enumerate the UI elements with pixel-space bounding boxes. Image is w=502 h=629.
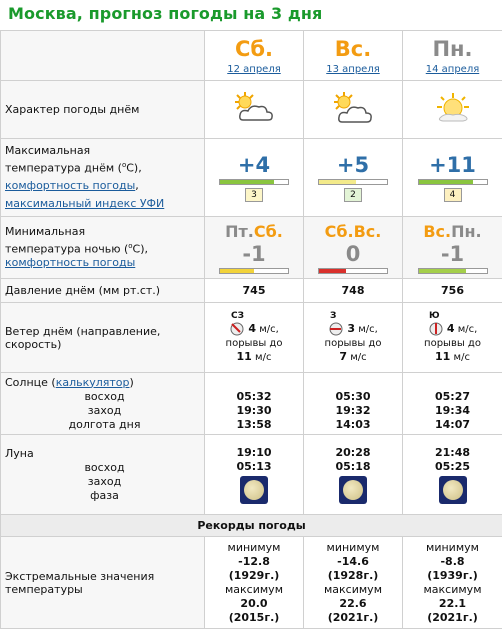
row-label: Давление днём (мм рт.ст.) <box>1 279 205 303</box>
row-label: Луна восход заход фаза <box>1 435 205 515</box>
day-date-link[interactable]: 13 апреля <box>326 64 379 75</box>
max-temp-cell <box>205 139 304 217</box>
wind-direction: СЗ <box>205 311 303 321</box>
comfort-bar <box>318 268 388 274</box>
min-temp-value: 0 <box>304 242 402 266</box>
day-name: Сб. <box>205 36 303 62</box>
pressure-value: 745 <box>205 279 304 303</box>
comfort-link[interactable]: комфортность погоды <box>5 179 135 192</box>
comfort-link[interactable]: комфортность погоды <box>5 256 135 269</box>
day-name: Пн. <box>403 36 502 62</box>
max-temp-value: +11 <box>403 153 502 177</box>
night-to: Пн. <box>451 222 482 241</box>
comfort-fill <box>419 180 473 184</box>
weather-cell <box>205 81 304 139</box>
wind-cell: СЗ 4 м/с, порывы до 11 м/с <box>205 303 304 373</box>
row-label: Экстремальные значения температуры <box>1 537 205 629</box>
min-temp-value: -1 <box>205 242 303 266</box>
sun-cloud-icon <box>231 90 277 126</box>
day-name: Вс. <box>304 36 402 62</box>
max-temp-cell <box>403 139 502 217</box>
comfort-fill <box>220 269 254 273</box>
pressure-value: 748 <box>304 279 403 303</box>
wind-arrow-icon <box>229 321 245 337</box>
night-to: Сб. <box>254 222 283 241</box>
wind-cell: Ю 4 м/с, порывы до 11 м/с <box>403 303 502 373</box>
page-title: Москва, прогноз погоды на 3 дня <box>8 4 322 23</box>
uvi-badge: 2 <box>344 188 362 202</box>
record-cell: минимум -14.6 (1928г.) максимум 22.6 (2021г.) <box>304 537 403 629</box>
day-date-link[interactable]: 14 апреля <box>426 64 479 75</box>
min-temp-cell <box>304 217 403 279</box>
sun-cell: 05:32 19:30 13:58 <box>205 373 304 435</box>
wind-cell: З 3 м/с, порывы до 7 м/с <box>304 303 403 373</box>
moon-cell: 21:48 05:25 <box>403 435 502 515</box>
night-from: Вс. <box>423 222 451 241</box>
full-moon-icon <box>240 476 268 504</box>
records-row <box>1 537 502 629</box>
night-from: Сб. <box>325 222 354 241</box>
records-header-row <box>1 515 502 537</box>
sun-cell: 05:30 19:32 14:03 <box>304 373 403 435</box>
pressure-value: 756 <box>403 279 502 303</box>
min-temp-cell <box>205 217 304 279</box>
wind-direction: З <box>304 311 402 321</box>
max-temp-value: +4 <box>205 153 303 177</box>
day-cell <box>304 31 403 81</box>
row-label: Ветер днём (направление, скорость) <box>1 303 205 373</box>
row-label: Характер погоды днём <box>1 81 205 139</box>
header <box>0 0 502 30</box>
comfort-bar <box>418 179 488 185</box>
row-label: Солнце (калькулятор) восход заход долгота дня <box>1 373 205 435</box>
comfort-fill <box>319 180 356 184</box>
day-cell <box>403 31 502 81</box>
row-label: Минимальная температура ночью ($^о$С), комфортность погоды <box>1 217 205 279</box>
wind-direction: Ю <box>403 311 502 321</box>
uvi-link[interactable]: максимальный индекс УФИ <box>5 197 164 210</box>
pressure-row <box>1 279 502 303</box>
comfort-bar <box>219 268 289 274</box>
comfort-bar <box>418 268 488 274</box>
comfort-fill <box>319 269 346 273</box>
record-cell: минимум -12.8 (1929г.) максимум 20.0 (2015г.) <box>205 537 304 629</box>
moon-cell: 19:10 05:13 <box>205 435 304 515</box>
full-moon-icon <box>439 476 467 504</box>
record-cell: минимум -8.8 (1939г.) максимум 22.1 (2021г.) <box>403 537 502 629</box>
min-temp-row <box>1 217 502 279</box>
weather-row <box>1 81 502 139</box>
sun-haze-icon <box>433 91 473 125</box>
records-heading: Рекорды погоды <box>1 515 502 537</box>
day-date-link[interactable]: 12 апреля <box>227 64 280 75</box>
days-row <box>1 31 502 81</box>
max-temp-row <box>1 139 502 217</box>
night-to: Вс. <box>354 222 382 241</box>
uvi-badge: 3 <box>245 188 263 202</box>
full-moon-icon <box>339 476 367 504</box>
row-label: Максимальная температура днём ($^о$С), комфортность погоды, максимальный индекс УФИ <box>1 139 205 217</box>
comfort-bar <box>318 179 388 185</box>
wind-row <box>1 303 502 373</box>
min-temp-value: -1 <box>403 242 502 266</box>
weather-cell <box>304 81 403 139</box>
wind-arrow-icon <box>328 321 344 337</box>
uvi-badge: 4 <box>444 188 462 202</box>
min-temp-cell <box>403 217 502 279</box>
moon-cell: 20:28 05:18 <box>304 435 403 515</box>
comfort-fill <box>419 269 467 273</box>
moon-row <box>1 435 502 515</box>
sun-cloud-icon <box>330 90 376 126</box>
weather-cell <box>403 81 502 139</box>
wind-arrow-icon <box>428 321 444 337</box>
sun-row <box>1 373 502 435</box>
max-temp-cell <box>304 139 403 217</box>
corner-cell <box>1 31 205 81</box>
max-temp-value: +5 <box>304 153 402 177</box>
comfort-fill <box>220 180 274 184</box>
day-cell <box>205 31 304 81</box>
comfort-bar <box>219 179 289 185</box>
night-from: Пт. <box>225 222 254 241</box>
sun-calculator-link[interactable]: калькулятор <box>56 376 130 389</box>
forecast-table <box>0 30 502 629</box>
sun-cell: 05:27 19:34 14:07 <box>403 373 502 435</box>
